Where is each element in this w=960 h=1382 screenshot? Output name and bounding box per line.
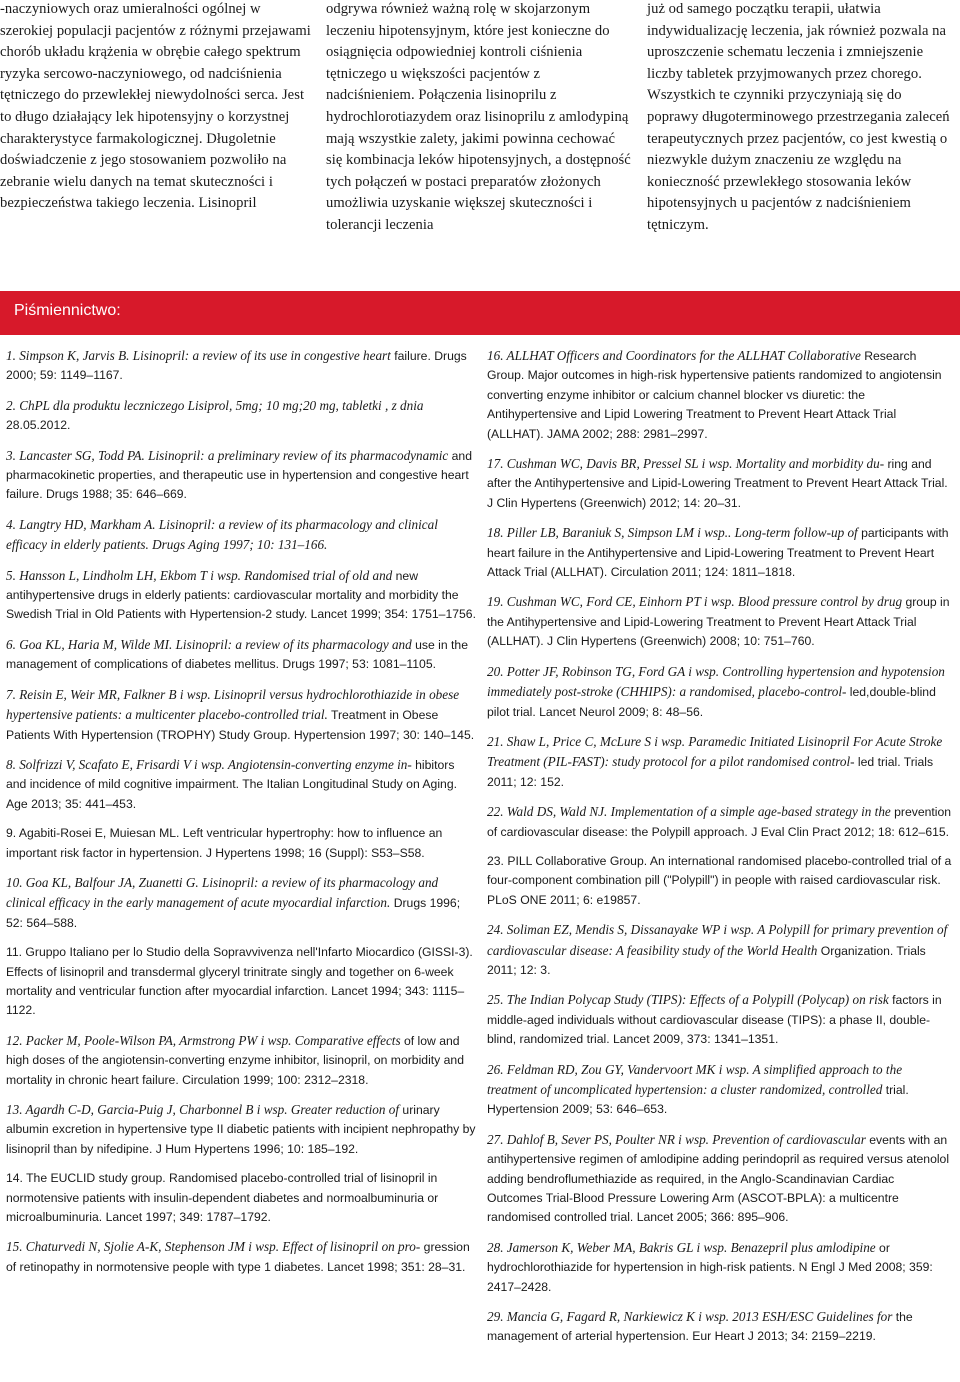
reference-item bbox=[6, 755, 476, 814]
reference-citation: 19. Cushman WC, Ford CE, Einhorn PT i wsp. Blood pressure control by drug bbox=[487, 594, 903, 610]
reference-details: new antihypertensive drugs in elderly patients: cardiovascular mortality and morbidity the Swedish Trial in Old Patients with Hypertension-2 study. Lancet 1999; 354: 1751‒1756. bbox=[6, 568, 476, 622]
reference-item bbox=[487, 662, 953, 722]
reference-details: events with an antihypertensive regimen of amlodipine adding perindopril as required versus atenolol adding bendroflumethiazide as required, in the Anglo-Scandinavian Cardiac Outcomes Trial-Blood Pressure Lowering Arm (ASCOT-BPLA): a multicentre randomised controlled trial. Lancet 2005; 366: 895‒906. bbox=[487, 1132, 950, 1225]
reference-details: participants with heart failure in the Antihypertensive and Lipid-Lowering Treatment to Prevent Heart Attack Trial (ALLHAT). Circulation 2011; 124: 1811‒1818. bbox=[487, 526, 949, 580]
reference-item bbox=[6, 1031, 476, 1090]
article-column-1 bbox=[0, 0, 312, 215]
reference-item bbox=[487, 454, 953, 513]
reference-item bbox=[6, 824, 476, 863]
article-paragraph: odgrywa również ważną rolę w skojarzonym leczeniu hipotensyjnym, które jest konieczne do osiągnięcia odpowiedniej kontroli ciśnienia tętniczego u większości pacjentów z nadciśnieniem. Połączenia lisinoprilu z hydrochlorotiazydem oraz lisinoprilu z amlodypiną mają wszystkie zalety, jakimi powinna cechować się kombinacja leków hipotensyjnych, a dostępność tych połączeń w postaci preparatów złożonych umożliwia uzyskanie większej skuteczności i tolerancji leczenia bbox=[326, 1, 631, 233]
article-paragraph: już od samego początku terapii, ułatwia indywidualizację leczenia, jak również pozwala na uproszczenie schematu leczenia i zmniejszenie liczby tabletek przyjmowanych przez chorego. Wszystkich te czynniki przyczyniają się do poprawy długoterminowego przestrzegania zaleceń terapeutycznych przez pacjentów, co jest kwestią o niezwykle dużym znaczeniu ze względu na konieczność przewlekłego stosowania leków hipotensyjnych u pacjentów z nadciśnieniem tętniczym. bbox=[647, 1, 950, 233]
reference-item bbox=[6, 635, 476, 675]
reference-citation: 13. Agardh C-D, Garcia-Puig J, Charbonnel B i wsp. Greater reduction of bbox=[6, 1102, 400, 1117]
reference-item bbox=[487, 732, 953, 792]
reference-details: and pharmacokinetic properties, and therapeutic use in hypertension and congestive heart failure. Drugs 1988; 35: 646‒669. bbox=[6, 448, 472, 502]
references-banner bbox=[0, 291, 960, 335]
references-heading: Piśmiennictwo: bbox=[14, 302, 121, 319]
reference-details: 9. Agabiti-Rosei E, Muiesan ML. Left ventricular hypertrophy: how to influence an important risk factor in hypertension. J Hypertens 1998; 16 (Suppl): S53‒S58. bbox=[6, 826, 443, 860]
reference-item bbox=[6, 1100, 476, 1159]
reference-details: Drugs 1996; 52: 564‒588. bbox=[6, 896, 461, 930]
reference-citation: 25. The Indian Polycap Study (TIPS): Effects of a Polypill (Polycap) on risk bbox=[487, 992, 889, 1008]
reference-citation: 28. Jamerson K, Weber MA, Bakris GL i wsp. Benazepril plus amlodipine bbox=[487, 1239, 876, 1255]
reference-citation: 12. Packer M, Poole-Wilson PA, Armstrong PW i wsp. Comparative effects bbox=[6, 1032, 401, 1048]
reference-citation: 7. Reisin E, Weir MR, Falkner B i wsp. Lisinopril versus hydrochlorothiazide in obese hypertensive patients: a multicenter placebo-controlled trial. bbox=[6, 686, 460, 723]
article-body bbox=[0, 0, 960, 265]
reference-details: Research Group. Major outcomes in high-risk hypertensive patients randomized to angiotensin converting enzyme inhibitor or calcium channel blocker vs diuretic: the Antihypertensive and Lipid Lowering Treatment to Prevent Heart Attack Trial (ALLHAT). JAMA 2002; 288: 2981‒2997. bbox=[487, 349, 942, 441]
reference-citation: 15. Chaturvedi N, Sjolie A-K, Stephenson JM i wsp. Effect of lisinopril on pro- bbox=[6, 1239, 421, 1255]
reference-details: urinary albumin excretion in hypertensive type II diabetic patients with incipient nephropathy by lisinopril than by nifedipine. J Hum Hypertens 1996; 10: 185‒192. bbox=[6, 1103, 476, 1156]
reference-citation: 2. ChPL dla produktu leczniczego Lisiprol, 5mg; 10 mg;20 mg, tabletki , z dnia bbox=[6, 397, 424, 413]
reference-citation: 20. Potter JF, Robinson TG, Ford GA i wsp. Controlling hypertension and hypotension immediately post-stroke (CHHIPS): a randomised, placebo-control- bbox=[487, 663, 945, 700]
reference-details: group in the Antihypertensive and Lipid-Lowering Treatment to Prevent Heart Attack Trial (ALLHAT). J Clin Hypertens (Greenwich) 2008; 10: 751‒760. bbox=[487, 595, 950, 649]
reference-citation: 8. Solfrizzi V, Scafato E, Frisardi V i wsp. Angiotensin-converting enzyme in- bbox=[6, 756, 412, 772]
reference-details: of low and high doses of the angiotensin-converting enzyme inhibitor, lisinopril, on morbidity and mortality in chronic heart failure. Circulation 1999; 100: 2312‒2318. bbox=[6, 1033, 464, 1087]
reference-item bbox=[6, 566, 476, 625]
reference-citation: 6. Goa KL, Haria M, Wilde MI. Lisinopril: a review of its pharmacology and bbox=[6, 636, 412, 652]
reference-item bbox=[487, 852, 953, 910]
reference-details: Organization. Trials 2011; 12: 3. bbox=[487, 943, 926, 977]
reference-details: led trial. Trials 2011; 12: 152. bbox=[487, 755, 934, 789]
reference-citation: 26. Feldman RD, Zou GY, Vandervoort MK i wsp. A simplified approach to the treatment of uncomplicated hypertension: a cluster randomized, controlled bbox=[487, 1061, 903, 1097]
reference-details: Treatment in Obese Patients With Hypertension (TROPHY) Study Group. Hypertension 1997; 30: 140‒145. bbox=[6, 708, 475, 742]
reference-details: 28.05.2012. bbox=[6, 418, 71, 433]
reference-details: factors in middle-aged individuals without cardiovascular disease (TIPS): a phase II, double-blind, randomized trial. Lancet 2009, 373: 1341‒1351. bbox=[487, 993, 942, 1047]
reference-item bbox=[6, 1237, 476, 1277]
reference-item bbox=[487, 592, 953, 651]
reference-item bbox=[487, 346, 953, 444]
reference-citation: 3. Lancaster SG, Todd PA. Lisinopril: a preliminary review of its pharmacodynamic bbox=[6, 447, 449, 463]
reference-citation: 24. Soliman EZ, Mendis S, Dissanayake WP i wsp. A Polypill for primary prevention of cardiovascular disease: A feasibility study of the World Health bbox=[487, 922, 948, 958]
reference-details: 14. The EUCLID study group. Randomised placebo-controlled trial of lisinopril in normotensive patients with insulin-dependent diabetes and normoalbuminuria or microalbuminuria. Lancet 1997; 349: 1787‒1792. bbox=[6, 1171, 439, 1225]
reference-citation: 5. Hansson L, Lindholm LH, Ekbom T i wsp. Randomised trial of old and bbox=[6, 567, 393, 583]
reference-details: use in the management of complications of diabetes mellitus. Drugs 1997; 53: 1081‒1105. bbox=[6, 637, 468, 672]
reference-item bbox=[6, 1169, 476, 1227]
reference-item bbox=[6, 685, 476, 745]
reference-item bbox=[487, 1238, 953, 1297]
reference-item bbox=[487, 1130, 953, 1228]
reference-details: trial. Hypertension 2009; 53: 646‒653. bbox=[487, 1083, 909, 1117]
reference-details: failure. Drugs 2000; 59: 1149‒1167. bbox=[6, 349, 467, 383]
reference-details: ring and after the Antihypertensive and Lipid-Lowering Treatment to Prevent Heart Attack Trial. J Clin Hypertens (Greenwich) 2012; 14: 20‒31. bbox=[487, 457, 948, 510]
reference-item bbox=[6, 396, 476, 436]
reference-details: or hydrochlorothiazide for hypertension in high-risk patients. N Engl J Med 2008; 359: 2417‒2428. bbox=[487, 1240, 933, 1294]
reference-citation: 22. Wald DS, Wald NJ. Implementation of a simple age-based strategy in the bbox=[487, 804, 891, 820]
references-column-left bbox=[6, 346, 476, 1287]
reference-item bbox=[6, 515, 476, 556]
reference-citation: 4. Langtry HD, Markham A. Lisinopril: a review of its pharmacology and clinical efficacy in elderly patients. Drugs Aging 1997; 10: 131‒166. bbox=[6, 516, 438, 553]
reference-details: 11. Gruppo Italiano per lo Studio della Sopravvivenza nell'Infarto Miocardico (GISSI-3). Effects of lisinopril and transdermal glyceryl trinitrate singly and together on 6-week mortality and ventricular function after myocardial infarction. Lancet 1994; 343: 1115‒1122. bbox=[6, 945, 473, 1018]
article-column-3 bbox=[647, 0, 951, 237]
reference-citation: 29. Mancia G, Fagard R, Narkiewicz K i wsp. 2013 ESH/ESC Guidelines for bbox=[487, 1309, 893, 1325]
reference-details: led,double-blind pilot trial. Lancet Neurol 2009; 8: 48‒56. bbox=[487, 685, 936, 719]
reference-citation: 21. Shaw L, Price C, McLure S i wsp. Paramedic Initiated Lisinopril For Acute Stroke Treatment (PIL-FAST): study protocol for a pilot randomised control- bbox=[487, 733, 943, 770]
reference-details: hibitors and incidence of mild cognitive impairment. The Italian Longitudinal Study on Aging. Age 2013; 35: 441‒453. bbox=[6, 757, 457, 811]
reference-details: gression of retinopathy in normotensive people with type 1 diabetes. Lancet 1998; 351: 28‒31. bbox=[6, 1240, 470, 1274]
reference-item bbox=[487, 920, 953, 980]
reference-item bbox=[487, 523, 953, 582]
reference-item bbox=[6, 873, 476, 933]
reference-citation: 10. Goa KL, Balfour JA, Zuanetti G. Lisinopril: a review of its pharmacology and clinical efficacy in the early management of acute myocardial infarction. bbox=[6, 874, 439, 911]
reference-item bbox=[6, 346, 476, 386]
reference-citation: 17. Cushman WC, Davis BR, Pressel SL i wsp. Mortality and morbidity du- bbox=[487, 456, 885, 472]
reference-details: prevention of cardiovascular disease: the Polypill approach. J Eval Clin Pract 2012; 18: 612‒615. bbox=[487, 805, 952, 839]
reference-item bbox=[6, 446, 476, 505]
reference-item bbox=[487, 1307, 953, 1347]
reference-citation: 1. Simpson K, Jarvis B. Lisinopril: a review of its use in congestive heart bbox=[6, 348, 391, 363]
reference-details: 23. PILL Collaborative Group. An international randomised placebo-controlled trial of a four-component combination pill ("Polypill") in people with raised cardiovascular risk. PLoS ONE 2011; 6: e19857. bbox=[487, 853, 952, 907]
reference-item bbox=[487, 802, 953, 842]
reference-details: the management of arterial hypertension. Eur Heart J 2013; 34: 2159‒2219. bbox=[487, 1310, 913, 1344]
reference-item bbox=[487, 1060, 953, 1120]
reference-citation: 16. ALLHAT Officers and Coordinators for the ALLHAT Collaborative bbox=[487, 348, 861, 363]
reference-item bbox=[487, 990, 953, 1049]
references-column-right bbox=[487, 346, 953, 1357]
reference-item bbox=[6, 943, 476, 1021]
article-paragraph: -naczyniowych oraz umieralności ogólnej w szerokiej populacji pacjentów z różnymi przejawami chorób układu krążenia w obrębie całego spektrum ryzyka sercowo-naczyniowego, od nadciśnienia tętniczego do przewlekłej niewydolności serca. Jest to długo działający lek hipotensyjny o korzystnej charakterystyce farmakologicznej. Długoletnie doświadczenie z jego stosowaniem pozwoliło na zebranie wielu danych na temat skuteczności i bezpieczeństwa takiego leczenia. Lisinopril bbox=[0, 1, 311, 212]
reference-citation: 18. Piller LB, Baraniuk S, Simpson LM i wsp.. Long-term follow-up of bbox=[487, 525, 858, 541]
article-column-2 bbox=[326, 0, 632, 237]
reference-citation: 27. Dahlof B, Sever PS, Poulter NR i wsp. Prevention of cardiovascular bbox=[487, 1131, 866, 1147]
